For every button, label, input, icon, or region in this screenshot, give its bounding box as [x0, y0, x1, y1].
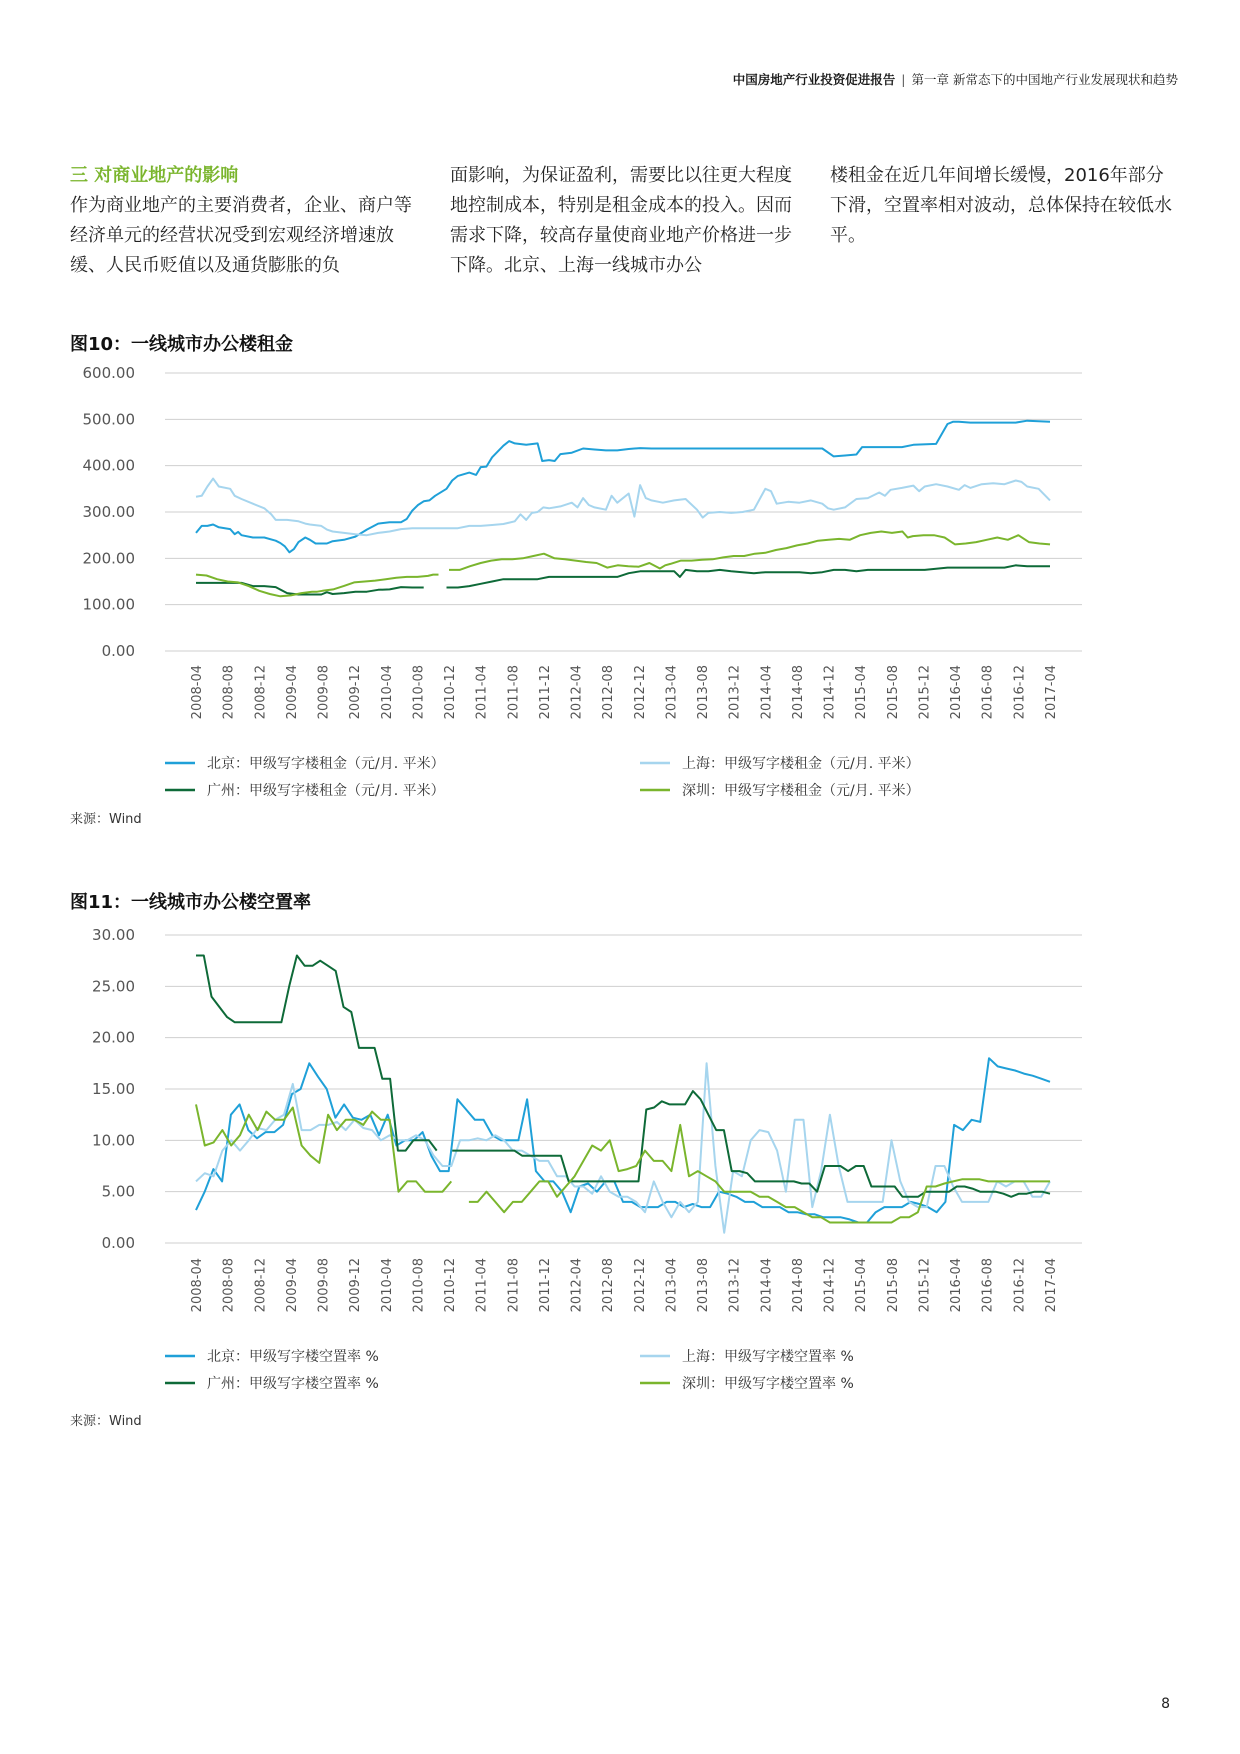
x-tick-label: 2008-04 — [190, 1258, 205, 1313]
y-tick-label: 5.00 — [101, 1182, 135, 1201]
legend-label-beijing: 北京：甲级写字楼租金（元/月. 平米） — [207, 756, 445, 772]
x-tick-label: 2013-04 — [664, 1258, 680, 1313]
series-line-beijing — [196, 421, 1050, 553]
x-tick-label: 2009-04 — [284, 665, 300, 720]
x-tick-label: 2008-12 — [253, 1258, 269, 1313]
x-tick-label: 2014-08 — [790, 665, 806, 720]
legend-label-shenzhen: 深圳：甲级写字楼空置率 % — [682, 1376, 854, 1392]
x-tick-label: 2017-04 — [1044, 1258, 1059, 1313]
figure10-title: 图10：一线城市办公楼租金 — [70, 334, 294, 355]
text-column-1 — [70, 161, 415, 281]
paragraph-part-1: 作为商业地产的主要消费者，企业、商户等经济单元的经营状况受到宏观经济增速放缓、人民币贬值以及通货膨胀的负 — [70, 195, 412, 276]
figure11-title: 图11：一线城市办公楼空置率 — [70, 892, 312, 913]
x-tick-label: 2016-08 — [980, 1258, 996, 1313]
x-tick-label: 2015-08 — [885, 665, 901, 720]
page-header — [733, 70, 1178, 88]
x-tick-label: 2015-12 — [917, 1258, 933, 1313]
x-tick-label: 2010-04 — [379, 665, 395, 720]
y-tick-label: 600.00 — [82, 364, 135, 382]
y-tick-label: 200.00 — [82, 549, 135, 568]
chapter-title: 第一章 新常态下的中国地产行业发展现状和趋势 — [911, 72, 1178, 87]
x-tick-label: 2013-08 — [696, 1258, 712, 1313]
x-tick-label: 2012-08 — [601, 1258, 617, 1313]
x-tick-label: 2008-08 — [221, 1258, 237, 1313]
x-tick-label: 2010-04 — [379, 1258, 395, 1313]
x-tick-label: 2015-04 — [854, 1258, 870, 1313]
x-tick-label: 2017-04 — [1044, 665, 1059, 720]
x-tick-label: 2011-04 — [474, 665, 490, 720]
x-tick-label: 2014-12 — [822, 665, 838, 720]
y-tick-label: 400.00 — [82, 456, 135, 475]
paragraph-part-2: 面影响，为保证盈利，需要比以往更大程度地控制成本，特别是租金成本的投入。因而需求下降，较高存量使商业地产价格进一步下降。北京、上海一线城市办公 — [450, 165, 792, 276]
text-column-2 — [450, 161, 795, 281]
series-line-shenzhen — [196, 532, 1050, 597]
x-tick-label: 2015-12 — [917, 665, 933, 720]
x-tick-label: 2009-08 — [316, 1258, 332, 1313]
x-tick-label: 2012-04 — [569, 665, 585, 720]
series-line-shanghai — [196, 479, 1050, 536]
rent-chart — [0, 360, 1240, 805]
x-tick-label: 2011-08 — [506, 1258, 522, 1313]
x-tick-label: 2014-12 — [822, 1258, 838, 1313]
x-tick-label: 2012-04 — [569, 1258, 585, 1313]
x-tick-label: 2016-12 — [1012, 1258, 1028, 1313]
x-tick-label: 2008-04 — [190, 665, 205, 720]
header-separator: | — [901, 72, 906, 87]
y-tick-label: 30.00 — [92, 926, 135, 944]
legend-label-beijing: 北京：甲级写字楼空置率 % — [207, 1349, 379, 1365]
x-tick-label: 2009-08 — [316, 665, 332, 720]
section-title: 三 对商业地产的影响 — [70, 165, 239, 186]
x-tick-label: 2016-04 — [949, 1258, 965, 1313]
x-tick-label: 2014-04 — [759, 1258, 775, 1313]
x-tick-label: 2014-04 — [759, 665, 775, 720]
y-tick-label: 20.00 — [92, 1028, 135, 1047]
y-tick-label: 100.00 — [82, 595, 135, 614]
y-tick-label: 0.00 — [101, 642, 135, 660]
x-tick-label: 2013-08 — [696, 665, 712, 720]
x-tick-label: 2013-12 — [727, 665, 743, 720]
x-tick-label: 2009-04 — [284, 1258, 300, 1313]
x-tick-label: 2012-12 — [632, 1258, 648, 1313]
x-tick-label: 2012-12 — [632, 665, 648, 720]
vacancy-chart — [0, 918, 1240, 1398]
x-tick-label: 2015-08 — [885, 1258, 901, 1313]
figure10-source: 来源：Wind — [70, 812, 142, 827]
figure11-source: 来源：Wind — [70, 1414, 142, 1429]
report-title: 中国房地产行业投资促进报告 — [732, 72, 896, 87]
x-tick-label: 2009-12 — [348, 665, 364, 720]
x-tick-label: 2010-12 — [443, 1258, 459, 1313]
page-number: 8 — [1161, 1696, 1170, 1712]
x-tick-label: 2010-08 — [411, 1258, 427, 1313]
x-tick-label: 2015-04 — [854, 665, 870, 720]
x-tick-label: 2010-12 — [443, 665, 459, 720]
y-tick-label: 0.00 — [101, 1234, 135, 1252]
x-tick-label: 2009-12 — [348, 1258, 364, 1313]
x-tick-label: 2016-12 — [1012, 665, 1028, 720]
series-line-guangzhou — [196, 956, 1050, 1197]
x-tick-label: 2011-04 — [474, 1258, 490, 1313]
legend-label-guangzhou: 广州：甲级写字楼空置率 % — [207, 1376, 379, 1392]
x-tick-label: 2008-12 — [253, 665, 269, 720]
x-tick-label: 2011-12 — [537, 1258, 553, 1313]
x-tick-label: 2008-08 — [221, 665, 237, 720]
legend-label-shanghai: 上海：甲级写字楼空置率 % — [682, 1349, 854, 1365]
x-tick-label: 2010-08 — [411, 665, 427, 720]
y-tick-label: 500.00 — [82, 410, 135, 429]
paragraph-part-3: 楼租金在近几年间增长缓慢，2016年部分下滑，空置率相对波动，总体保持在较低水平。 — [830, 165, 1172, 246]
legend-label-shenzhen: 深圳：甲级写字楼租金（元/月. 平米） — [682, 783, 920, 799]
x-tick-label: 2013-12 — [727, 1258, 743, 1313]
legend-label-guangzhou: 广州：甲级写字楼租金（元/月. 平米） — [207, 783, 445, 799]
y-tick-label: 300.00 — [82, 503, 135, 521]
x-tick-label: 2016-04 — [949, 665, 965, 720]
x-tick-label: 2012-08 — [601, 665, 617, 720]
x-tick-label: 2011-12 — [537, 665, 553, 720]
y-tick-label: 10.00 — [92, 1131, 135, 1150]
x-tick-label: 2016-08 — [980, 665, 996, 720]
x-tick-label: 2013-04 — [664, 665, 680, 720]
legend-label-shanghai: 上海：甲级写字楼租金（元/月. 平米） — [682, 756, 920, 772]
y-tick-label: 25.00 — [92, 977, 135, 996]
text-column-3 — [830, 161, 1175, 251]
x-tick-label: 2011-08 — [506, 665, 522, 720]
x-tick-label: 2014-08 — [790, 1258, 806, 1313]
y-tick-label: 15.00 — [92, 1080, 135, 1098]
